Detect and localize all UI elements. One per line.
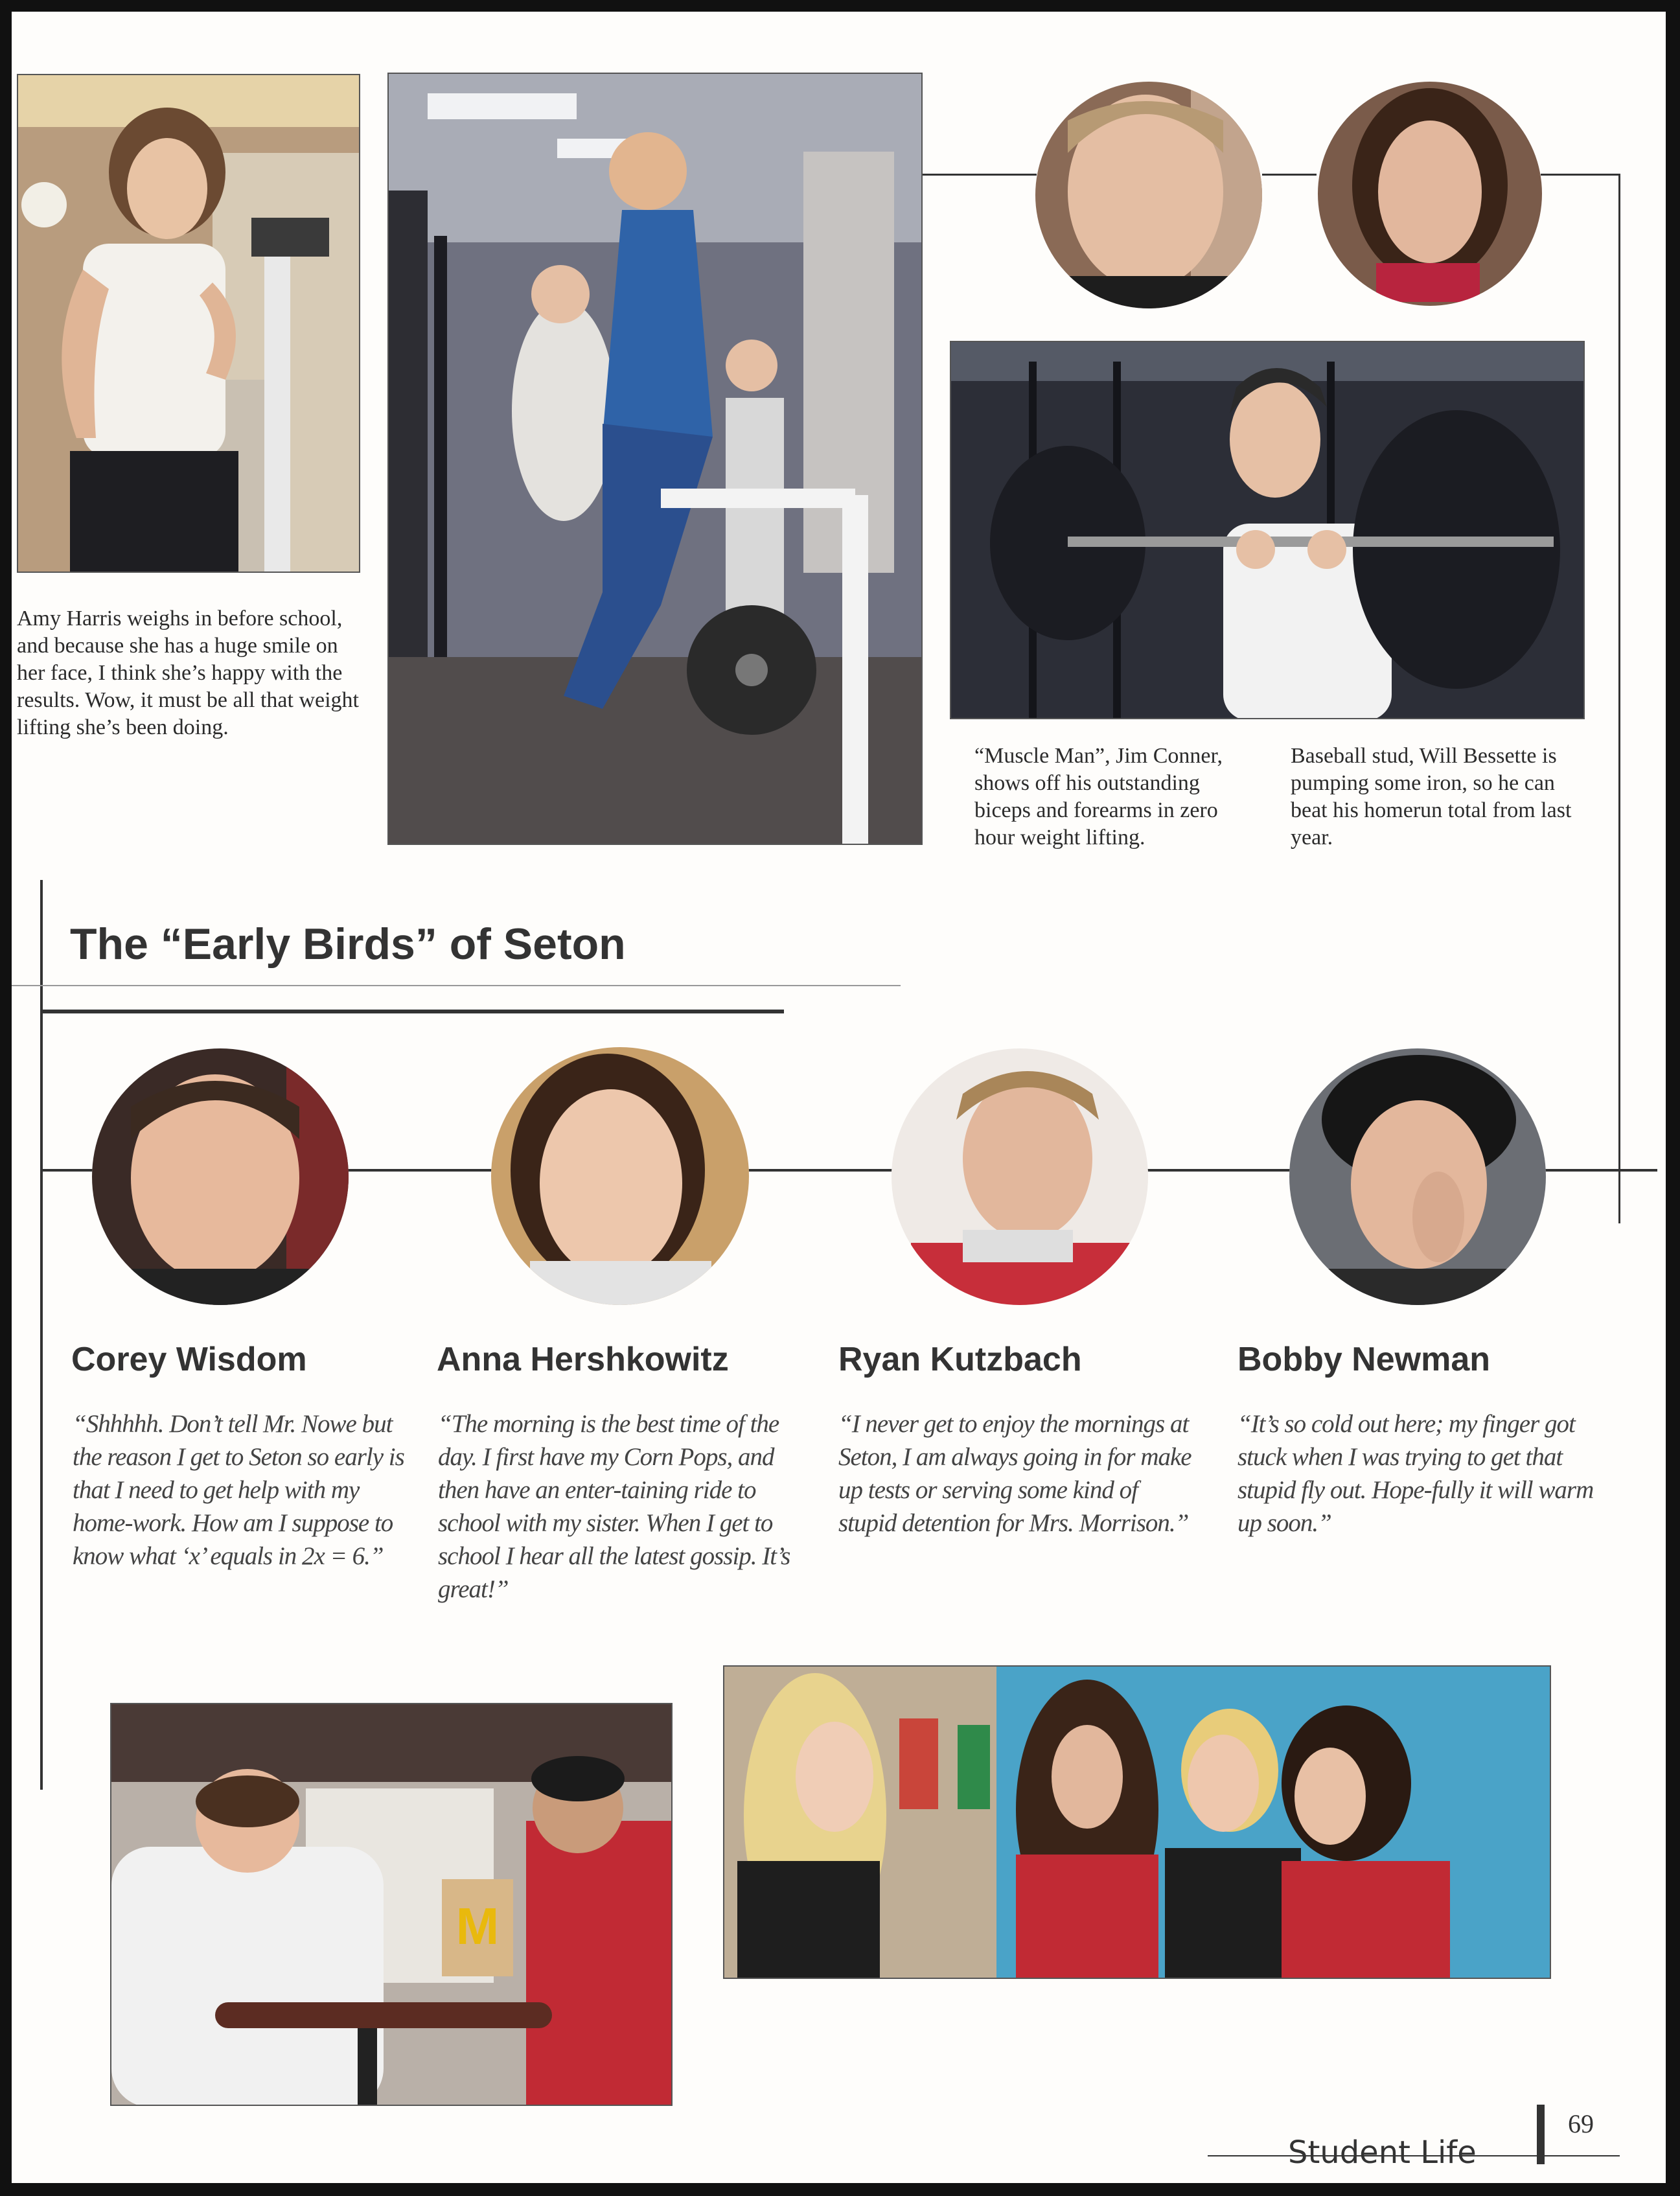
photo-weight-lifting-curl [950,341,1585,719]
photo-gym-dip-station [387,73,923,845]
footer-section-label: Student Life [1288,2134,1477,2171]
footer-vertical-bar [1537,2105,1545,2164]
yearbook-page [12,12,1666,2183]
profile-quote-corey: “Shhhhh. Don’t tell Mr. Nowe but the reason I get to Seton so early is that I need to get help with my home-work. How am I suppose to know what ‘x’ equals in 2x = 6.” [73,1410,404,1570]
connector-line-right-vertical [1618,174,1620,1223]
profile-quote-anna: “The morning is the best time of the day. I first have my Corn Pops, and then have an enter-taining ride to school with my sister. When I get to school I hear all the latest gossip. It’s great!” [438,1410,790,1603]
profile-quote-ryan: “I never get to enjoy the mornings at Seton, I am always going in for make up tests or serving some kind of stupid detention for Mrs. Morrison.” [838,1410,1191,1537]
portrait-jim-conner [1035,82,1262,308]
caption-amy-harris: Amy Harris weighs in before school, and because she has a huge smile on her face, I think she’s happy with the results. Wow, it must be all that weight lifting she’s been doing. [17,607,359,739]
photo-mcdonalds-breakfast [110,1703,673,2106]
photo-four-girls-hallway [723,1665,1551,1979]
section-left-vertical-rule [40,880,43,1790]
bag-logo: M [455,1897,500,1955]
profile-name-corey: Corey Wisdom [71,1341,307,1378]
section-title-thin-rule [12,985,901,986]
caption-jim-conner: “Muscle Man”, Jim Conner, shows off his outstanding biceps and forearms in zero hour weight lifting. [974,744,1223,850]
portrait-bobby-newman [1289,1048,1546,1305]
caption-will-bessette: Baseball stud, Will Bessette is pumping some iron, so he can beat his homerun total from last year. [1291,744,1572,850]
portrait-will-bessette [1318,82,1542,306]
profile-name-ryan: Ryan Kutzbach [838,1341,1082,1378]
photo-amy-harris-weigh-in [17,74,360,573]
portrait-anna-hershkowitz [491,1047,749,1305]
portrait-corey-wisdom [92,1048,349,1305]
connector-line-top-middle [1262,174,1317,176]
profile-quote-bobby: “It’s so cold out here; my finger got stuck when I was trying to get that stupid fly out. Hope-fully it will warm up soon.” [1237,1410,1594,1537]
profile-name-anna: Anna Hershkowitz [437,1341,729,1378]
section-title: The “Early Birds” of Seton [70,919,626,969]
section-title-thick-rule [40,1010,784,1013]
connector-line-top-right [1541,174,1620,176]
portrait-ryan-kutzbach [892,1048,1148,1305]
connector-line-top-left [923,174,1037,176]
page-number: 69 [1568,2109,1594,2138]
profile-name-bobby: Bobby Newman [1237,1341,1491,1378]
